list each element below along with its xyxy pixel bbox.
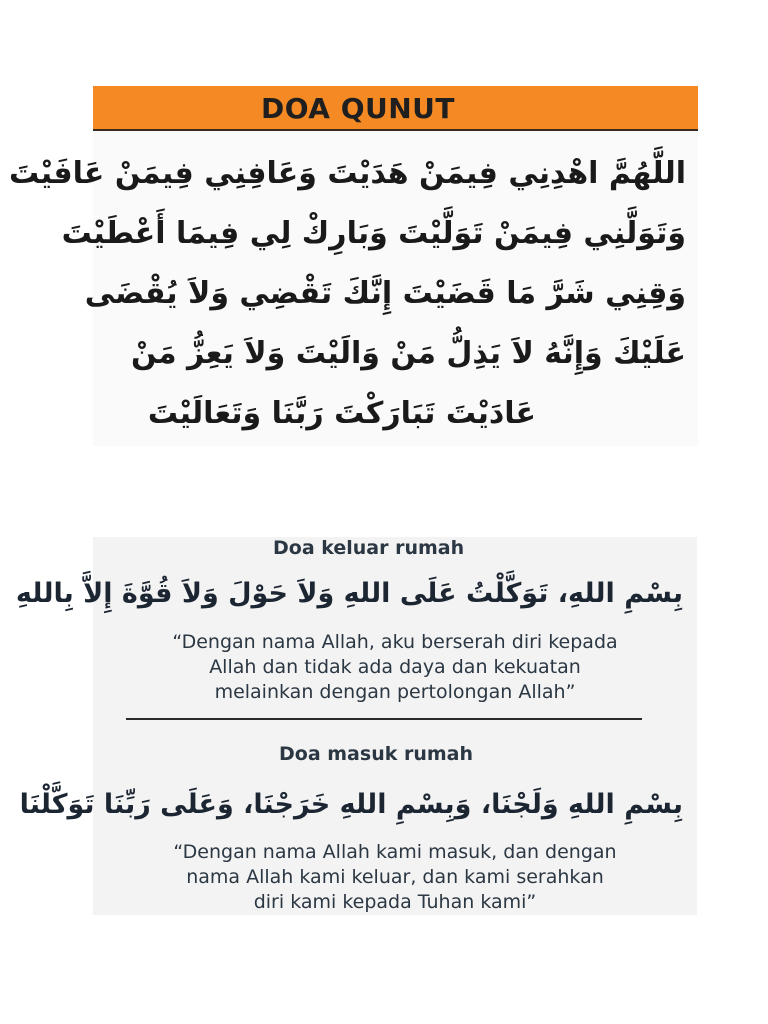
doa-qunut-text [8,144,686,444]
translation-line: melainkan dengan pertolongan Allah” [214,681,576,703]
doa-rumah-section [15,537,697,915]
doa-masuk-rumah-translation [93,840,697,915]
doa-masuk-rumah-arabic: بِسْمِ اللهِ وَلَجْنَا، وَبِسْمِ اللهِ خَرَجْنَا، وَعَلَى رَبِّنَا تَوَكَّلْنَا [19,789,683,820]
translation-line: Allah dan tidak ada daya dan kekuatan [209,656,581,678]
qunut-line: اللَّهُمَّ اهْدِنِي فِيمَنْ هَدَيْتَ وَعَافِنِي فِيمَنْ عَافَيْتَ [8,156,686,191]
translation-line: “Dengan nama Allah kami masuk, dan dengan [173,841,617,863]
doa-qunut-header-bar [93,86,698,131]
doa-qunut-section [8,86,698,446]
section-divider [126,718,642,720]
translation-line: “Dengan nama Allah, aku berserah diri kepada [172,631,618,653]
qunut-line: عَادَيْتَ تَبَارَكْتَ رَبَّنَا وَتَعَالَيْتَ [147,396,536,431]
translation-line: nama Allah kami keluar, dan kami serahkan [186,866,604,888]
doa-qunut-title: DOA QUNUT [261,92,456,125]
translation-line: diri kami kepada Tuhan kami” [253,891,537,913]
doa-keluar-rumah-translation [93,630,697,705]
doa-keluar-rumah-heading: Doa keluar rumah [273,537,465,559]
doa-masuk-rumah-heading: Doa masuk rumah [279,743,474,765]
qunut-line: وَتَوَلَّنِي فِيمَنْ تَوَلَّيْتَ وَبَارِكْ لِي فِيمَا أَعْطَيْتَ [61,216,686,251]
doa-keluar-rumah-arabic: بِسْمِ اللهِ، تَوَكَّلْتُ عَلَى اللهِ وَلاَ حَوْلَ وَلاَ قُوَّةَ إِلاَّ بِاللهِ [15,578,683,609]
qunut-line: عَلَيْكَ وَإِنَّهُ لاَ يَذِلُّ مَنْ وَالَيْتَ وَلاَ يَعِزُّ مَنْ [130,336,686,371]
qunut-line: وَقِنِي شَرَّ مَا قَضَيْتَ إِنَّكَ تَقْضِي وَلاَ يُقْضَى [84,276,686,311]
